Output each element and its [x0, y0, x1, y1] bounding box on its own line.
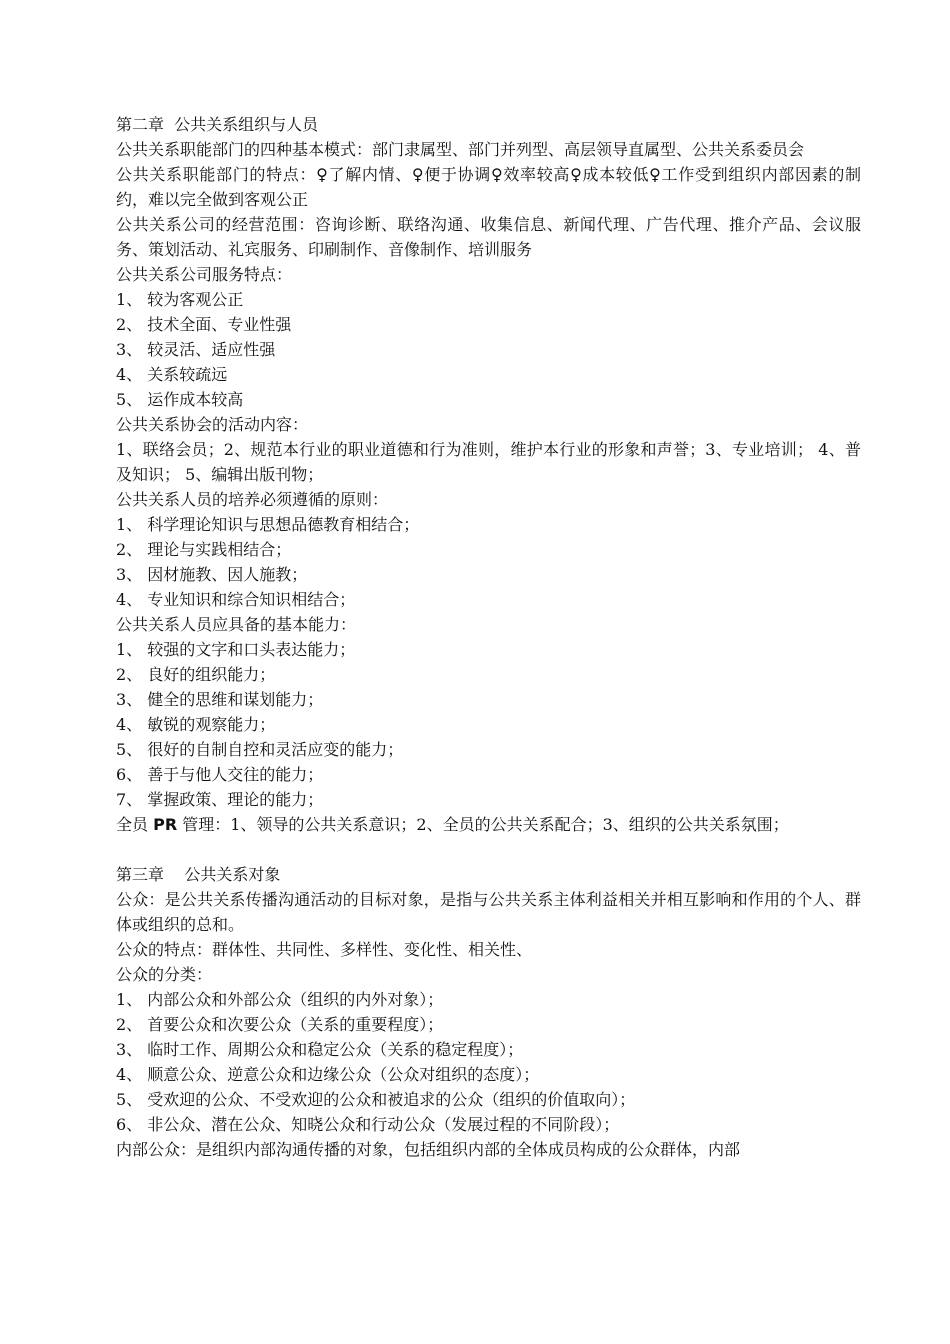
internal-public-definition: 内部公众：是组织内部沟通传播的对象，包括组织内部的全体成员构成的公众群体，内部: [116, 1140, 741, 1159]
list-item: 5、 受欢迎的公众、不受欢迎的公众和被追求的公众（组织的价值取向）；: [116, 1090, 636, 1109]
list-item: 4、 关系较疏远: [116, 365, 228, 384]
pr-company-scope: 公共关系公司的经营范围：咨询诊断、联络沟通、收集信息、新闻代理、广告代理、推介产品、会议服务、策划活动、礼宾服务、印刷制作、音像制作、培训服务: [116, 215, 861, 259]
list-item: 7、 掌握政策、理论的能力；: [116, 790, 324, 809]
pr-suffix: 管理：1、领导的公共关系意识；2、全员的公共关系配合；3、组织的公共关系氛围；: [177, 815, 789, 834]
list-item: 5、 很好的自制自控和灵活应变的能力；: [116, 740, 404, 759]
list-item: 1、 较强的文字和口头表达能力；: [116, 640, 356, 659]
list-item: 2、 技术全面、专业性强: [116, 315, 292, 334]
list-item: 2、 理论与实践相结合；: [116, 540, 292, 559]
training-principles-heading: 公共关系人员的培养必须遵循的原则：: [116, 490, 389, 509]
pr-association-activities: 1、联络会员；2、规范本行业的职业道德和行为准则，维护本行业的形象和声誉；3、专业培训； 4、普及知识； 5、编辑出版刊物；: [116, 440, 861, 484]
document-body: [116, 112, 861, 1162]
public-traits: 公众的特点：群体性、共同性、多样性、变化性、相关性、: [116, 940, 533, 959]
list-item: 1、 内部公众和外部公众（组织的内外对象）；: [116, 990, 444, 1009]
list-item: 3、 因材施教、因人施教；: [116, 565, 308, 584]
list-item: 3、 较灵活、适应性强: [116, 340, 276, 359]
pr-department-features: 公共关系职能部门的特点：♀了解内情、♀便于协调♀效率较高♀成本较低♀工作受到组织内部因素的制约，难以完全做到客观公正: [116, 165, 861, 209]
pr-prefix: 全员: [116, 815, 154, 834]
list-item: 5、 运作成本较高: [116, 390, 244, 409]
list-item: 6、 非公众、潜在公众、知晓公众和行动公众（发展过程的不同阶段）；: [116, 1115, 620, 1134]
full-staff-pr-management: [116, 812, 861, 837]
list-item: 1、 较为客观公正: [116, 290, 244, 309]
list-item: 6、 善于与他人交往的能力；: [116, 765, 324, 784]
list-item: 4、 专业知识和综合知识相结合；: [116, 590, 356, 609]
list-item: 4、 顺意公众、逆意公众和边缘公众（公众对组织的态度）；: [116, 1065, 540, 1084]
list-item: 3、 健全的思维和谋划能力；: [116, 690, 324, 709]
chapter-3-title: 第三章 公共关系对象: [116, 865, 281, 884]
list-item: 2、 首要公众和次要公众（关系的重要程度）；: [116, 1015, 444, 1034]
public-classification-heading: 公众的分类：: [116, 965, 213, 984]
list-item: 1、 科学理论知识与思想品德教育相结合；: [116, 515, 420, 534]
list-item: 4、 敏锐的观察能力；: [116, 715, 276, 734]
blank-line: [116, 837, 861, 862]
abilities-heading: 公共关系人员应具备的基本能力：: [116, 615, 357, 634]
list-item: 2、 良好的组织能力；: [116, 665, 276, 684]
pr-company-features-heading: 公共关系公司服务特点：: [116, 265, 293, 284]
pr-abbreviation: PR: [153, 815, 178, 834]
list-item: 3、 临时工作、周期公众和稳定公众（关系的稳定程度）；: [116, 1040, 524, 1059]
pr-association-heading: 公共关系协会的活动内容：: [116, 415, 309, 434]
chapter-2-title: 第二章 公共关系组织与人员: [116, 115, 319, 134]
pr-department-modes: 公共关系职能部门的四种基本模式：部门隶属型、部门并列型、高层领导直属型、公共关系委员会: [116, 140, 805, 159]
public-definition: 公众：是公共关系传播沟通活动的目标对象，是指与公共关系主体利益相关并相互影响和作用的个人、群体或组织的总和。: [116, 890, 861, 934]
